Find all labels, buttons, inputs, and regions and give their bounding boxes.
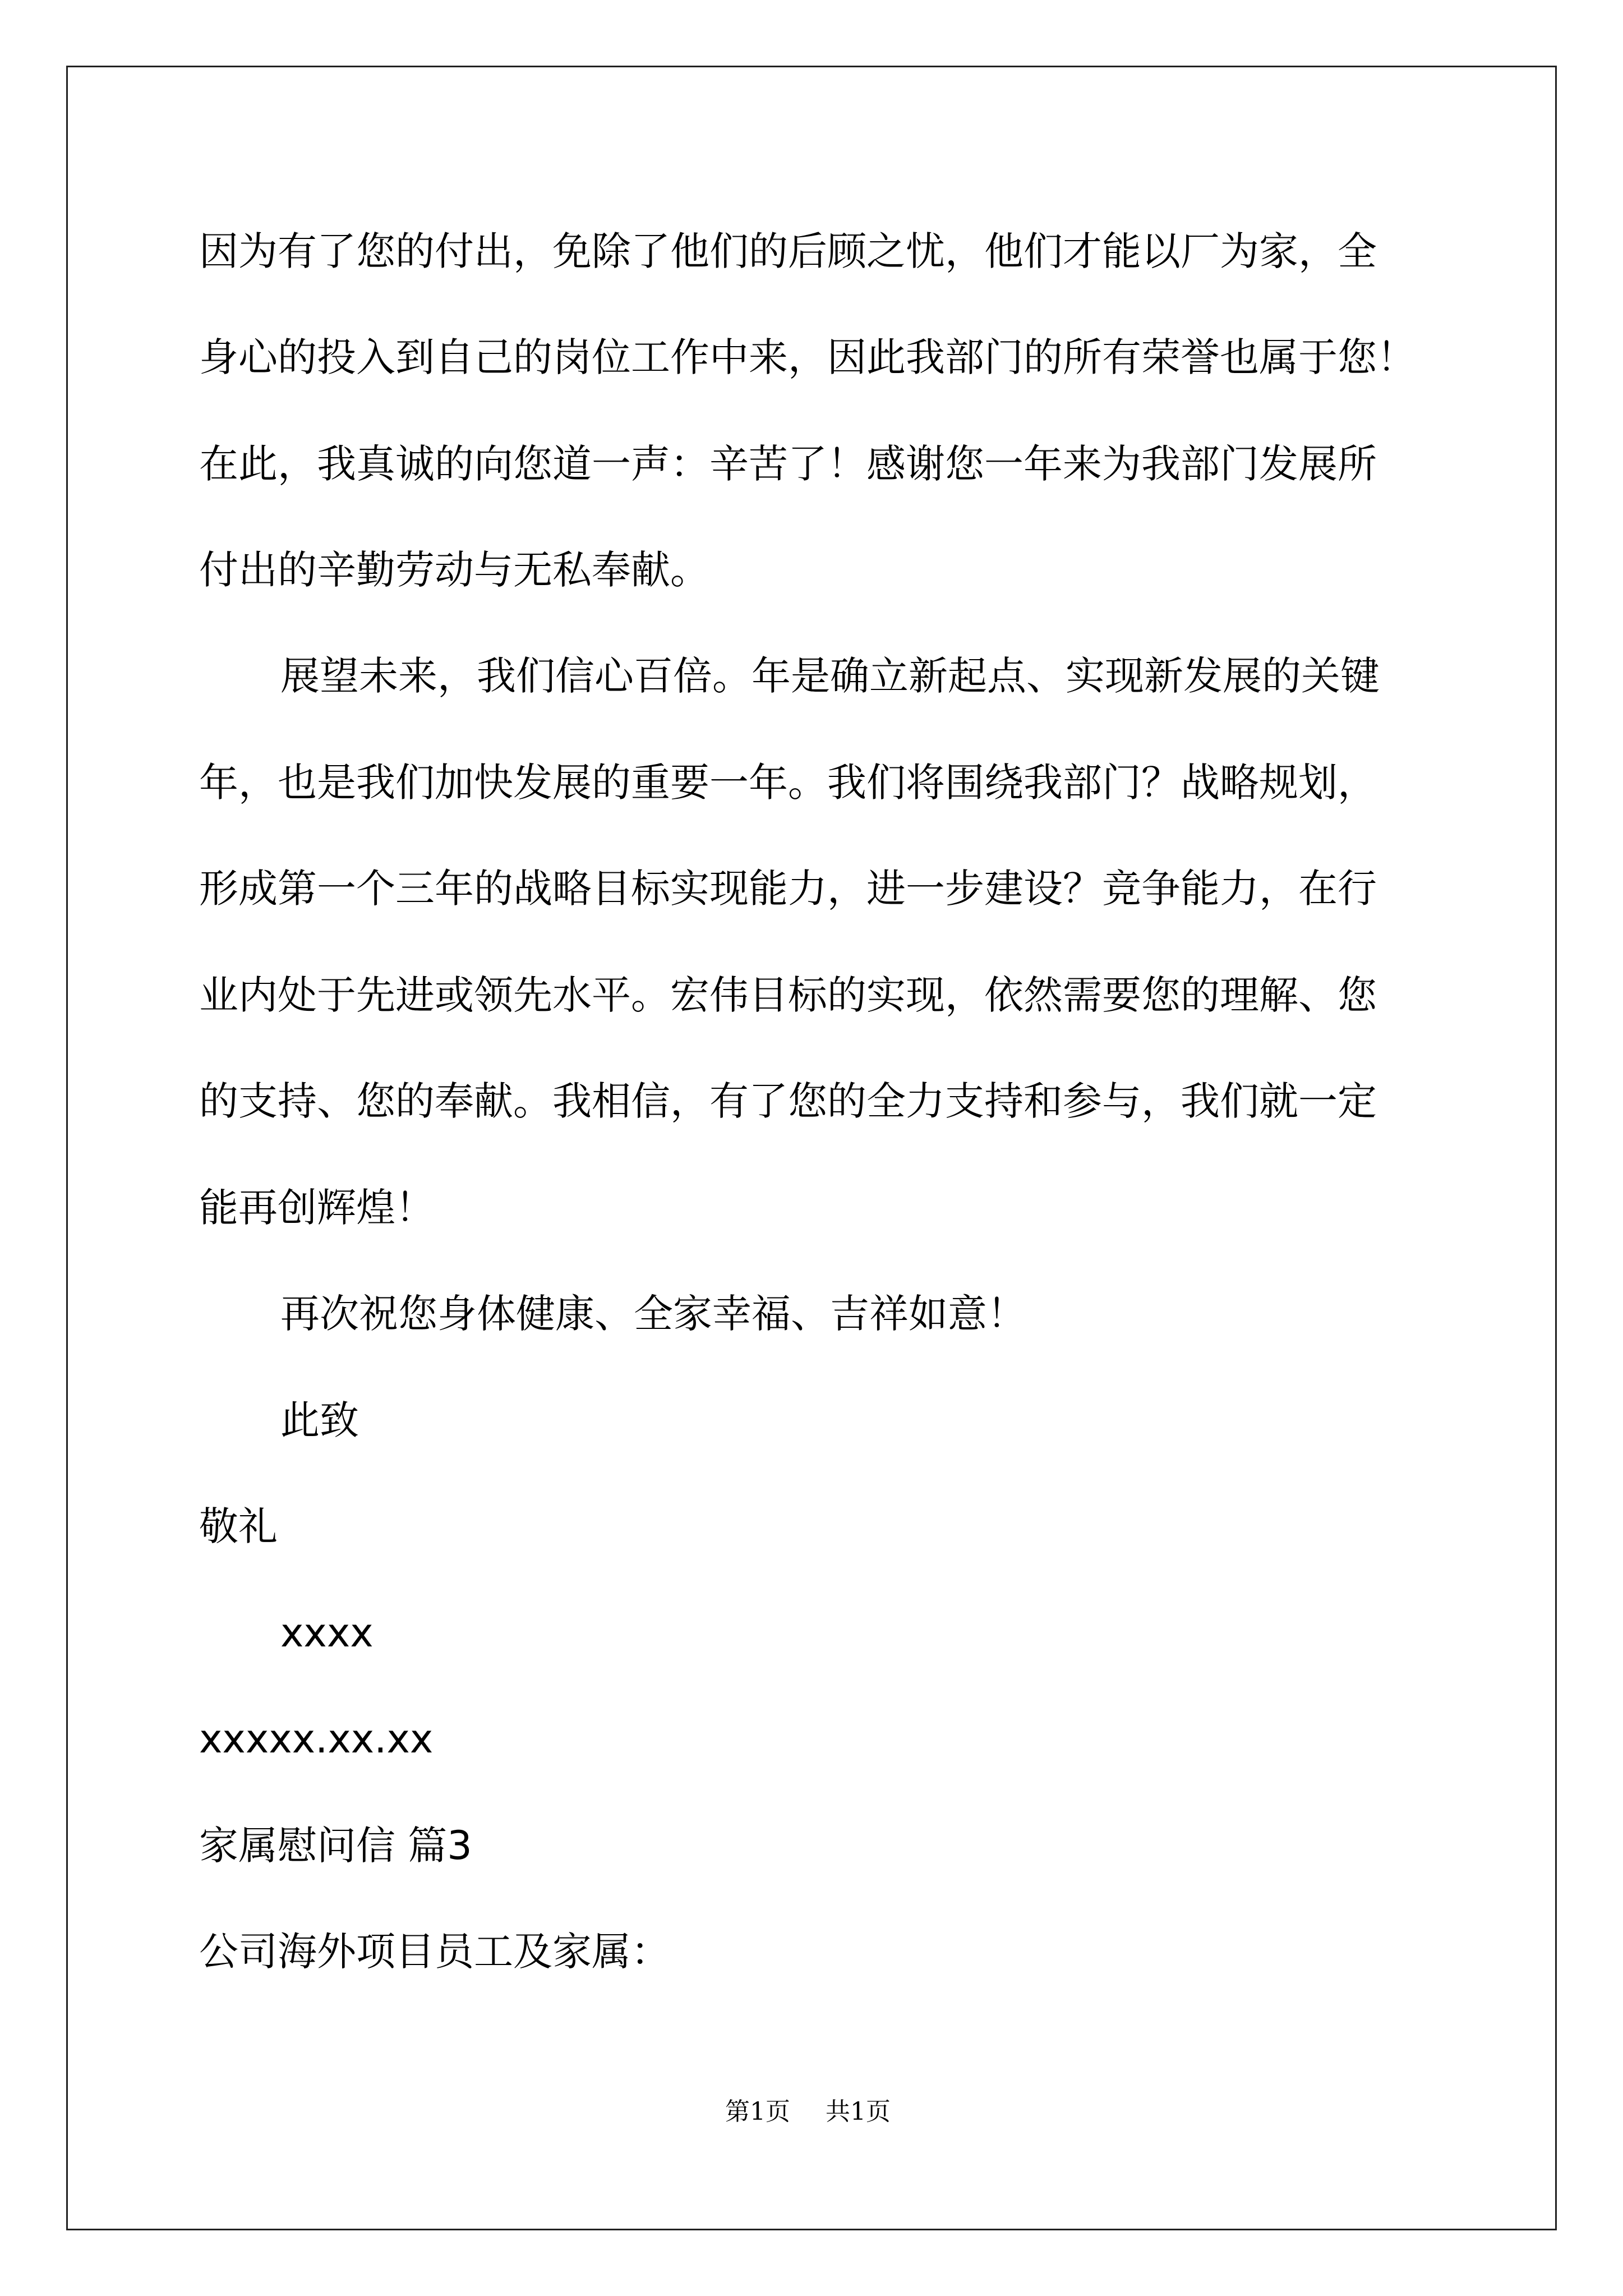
salutation-ci-zhi: 此致 (280, 1397, 359, 1443)
body-line-2: 身心的投入到自己的岗位工作中来，因此我部门的所有荣誉也属于您！ (199, 334, 1416, 380)
page-number: 第1页 (725, 2097, 790, 2126)
page-frame (66, 66, 1557, 2230)
salutation-jing-li: 敬礼 (199, 1503, 278, 1549)
body-line-7: 形成第一个三年的战略目标实现能力，进一步建设？竞争能力，在行 (199, 866, 1377, 912)
body-line-10: 能再创辉煌！ (199, 1185, 435, 1231)
section-heading: 家属慰问信 篇3 (199, 1823, 472, 1869)
body-line-1: 因为有了您的付出，免除了他们的后顾之忧，他们才能以厂为家，全 (199, 228, 1377, 274)
body-line-3: 在此，我真诚的向您道一声：辛苦了！感谢您一年来为我部门发展所 (199, 441, 1377, 487)
body-line-4: 付出的辛勤劳动与无私奉献。 (199, 547, 709, 593)
closing-wishes: 再次祝您身体健康、全家幸福、吉祥如意！ (280, 1291, 1026, 1337)
letter-greeting: 公司海外项目员工及家属： (199, 1929, 670, 1975)
body-line-6: 年，也是我们加快发展的重要一年。我们将围绕我部门？战略规划， (199, 760, 1377, 806)
body-line-9: 的支持、您的奉献。我相信，有了您的全力支持和参与，我们就一定 (199, 1078, 1377, 1124)
page-total: 共1页 (826, 2097, 891, 2126)
body-line-5: 展望未来，我们信心百倍。年是确立新起点、实现新发展的关键 (280, 653, 1380, 699)
signature-name: xxxx (280, 1610, 374, 1656)
signature-date: xxxxx.xx.xx (199, 1716, 434, 1762)
body-line-8: 业内处于先进或领先水平。宏伟目标的实现，依然需要您的理解、您 (199, 972, 1377, 1018)
